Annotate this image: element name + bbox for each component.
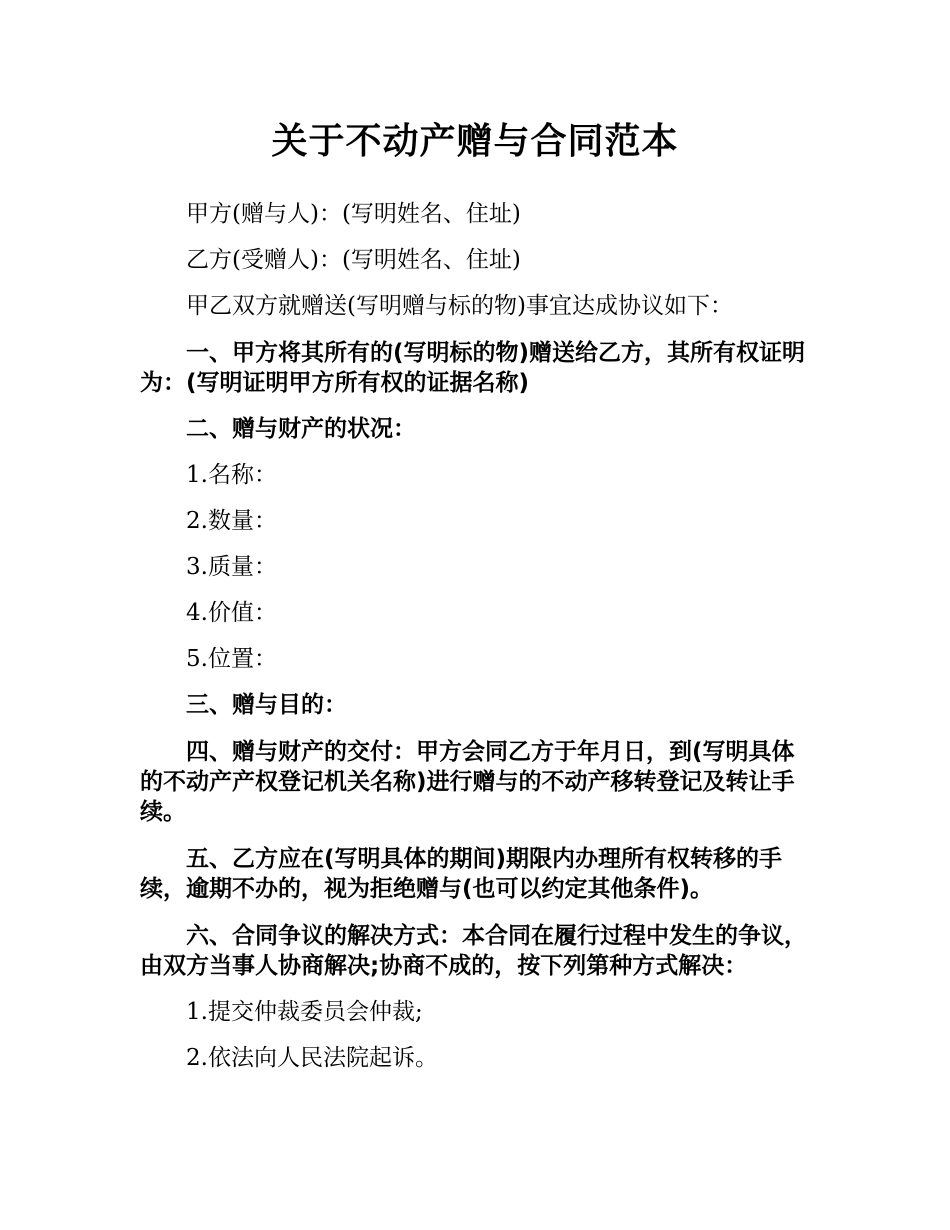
item-location: 5.位置：	[186, 646, 277, 672]
document-title: 关于不动产赠与合同范本	[271, 121, 679, 162]
dispute-option-court: 2.依法向人民法院起诉。	[186, 1045, 438, 1071]
document-body	[140, 200, 808, 1090]
clause-3: 三、赠与目的：	[186, 692, 347, 718]
item-quality: 3.质量：	[186, 554, 277, 580]
clause-1: 一、甲方将其所有的(写明标的物)赠送给乙方，其所有权证明为：(写明证明甲方所有权的证据名称)	[140, 340, 806, 396]
party-a-line: 甲方(赠与人)：(写明姓名、住址)	[186, 201, 521, 227]
item-name: 1.名称：	[186, 462, 277, 488]
clause-6: 六、合同争议的解决方式：本合同在履行过程中发生的争议，由双方当事人协商解决;协商不成的，按下列第种方式解决：	[140, 923, 807, 979]
clause-4: 四、赠与财产的交付：甲方会同乙方于年月日，到(写明具体的不动产产权登记机关名称)进行赠与的不动产移转登记及转让手续。	[140, 739, 795, 825]
dispute-option-arbitration: 1.提交仲裁委员会仲裁;	[186, 999, 423, 1025]
clause-5: 五、乙方应在(写明具体的期间)期限内办理所有权转移的手续，逾期不办的，视为拒绝赠与(也可以约定其他条件)。	[140, 846, 783, 902]
item-quantity: 2.数量：	[186, 508, 277, 534]
clause-2: 二、赠与财产的状况：	[186, 416, 416, 442]
item-value: 4.价值：	[186, 600, 277, 626]
party-b-line: 乙方(受赠人)：(写明姓名、住址)	[186, 247, 521, 273]
intro-line: 甲乙双方就赠送(写明赠与标的物)事宜达成协议如下：	[186, 293, 733, 319]
